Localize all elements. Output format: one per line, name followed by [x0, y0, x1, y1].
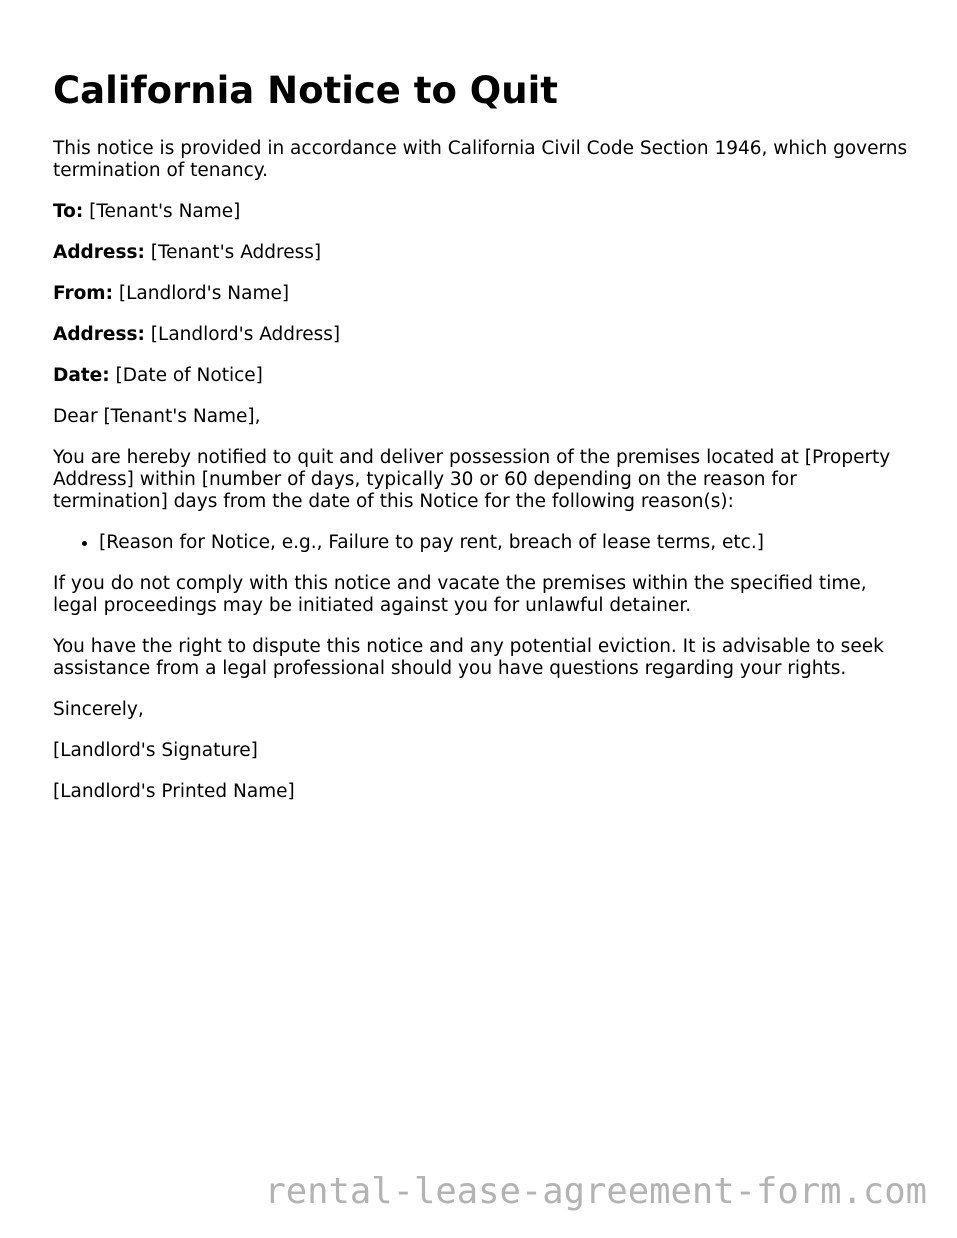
watermark: rental-lease-agreement-form.com — [264, 1171, 927, 1212]
compliance-paragraph: If you do not comply with this notice and vacate the premises within the specified time, legal proceedings may be initiated against you for unlawful detainer. — [53, 573, 867, 616]
from-label: From: — [53, 283, 113, 304]
landlord-address-label: Address: — [53, 324, 145, 345]
document-page — [53, 0, 913, 803]
printed-name-line: [Landlord's Printed Name] — [53, 781, 295, 802]
date-label: Date: — [53, 365, 110, 386]
salutation: Dear [Tenant's Name], — [53, 406, 261, 427]
to-value: [Tenant's Name] — [89, 201, 241, 222]
closing: Sincerely, — [53, 699, 144, 720]
tenant-address-field — [53, 242, 913, 264]
date-value: [Date of Notice] — [115, 365, 263, 386]
from-field — [53, 283, 913, 305]
tenant-address-label: Address: — [53, 242, 145, 263]
date-field — [53, 365, 913, 387]
landlord-address-field — [53, 324, 913, 346]
reasons-list — [53, 532, 913, 554]
signature-line: [Landlord's Signature] — [53, 740, 258, 761]
page-title: California Notice to Quit — [53, 69, 558, 112]
from-value: [Landlord's Name] — [118, 283, 290, 304]
intro-paragraph: This notice is provided in accordance with California Civil Code Section 1946, which governs termination of tenancy. — [53, 138, 908, 181]
rights-paragraph: You have the right to dispute this notice and any potential eviction. It is advisable to seek assistance from a legal professional should you have questions regarding your rights. — [53, 636, 884, 679]
to-label: To: — [53, 201, 84, 222]
landlord-address-value: [Landlord's Address] — [150, 324, 341, 345]
list-item: • [Reason for Notice, e.g., Failure to pay rent, breach of lease terms, etc.] — [99, 532, 913, 554]
tenant-address-value: [Tenant's Address] — [150, 242, 322, 263]
notice-paragraph: You are hereby notified to quit and deliver possession of the premises located at [Property Address] within [number of days, typically 30 or 60 depending on the reason for termination] days from the date of this Notice for the following reason(s): — [53, 447, 891, 512]
to-field — [53, 201, 913, 223]
